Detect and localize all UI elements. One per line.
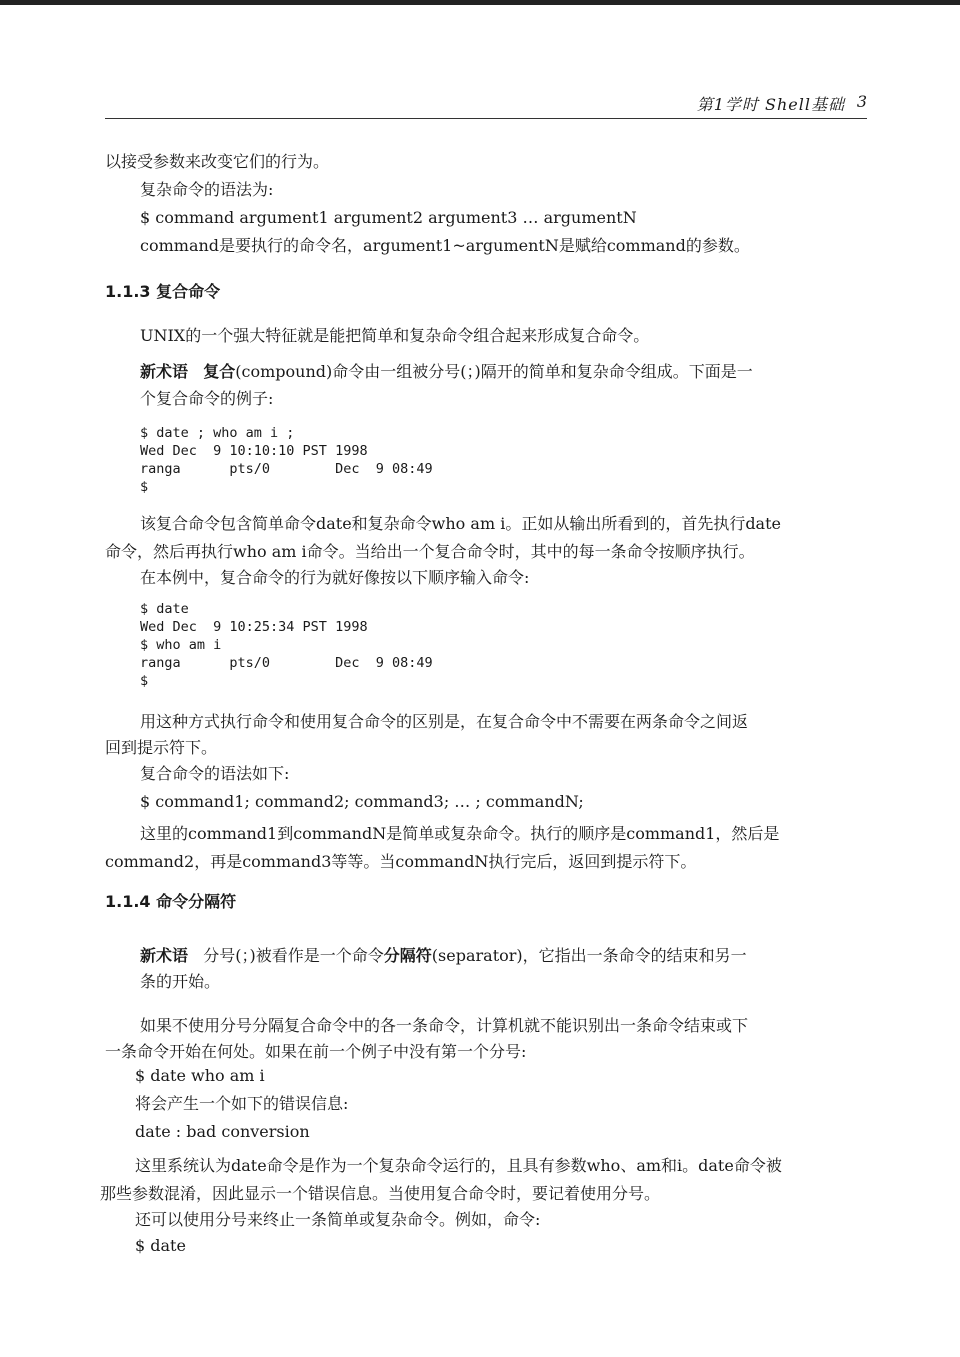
new-term-keyword: 分隔符	[383, 946, 432, 965]
code-line: ranga pts/0 Dec 9 08:49	[140, 655, 433, 671]
separator-term-line2: 条的开始。	[140, 972, 221, 991]
section-heading-1-1-4: 1.1.4 命令分隔符	[105, 892, 237, 911]
code-line: Wed Dec 9 10:10:10 PST 1998	[140, 443, 368, 459]
new-term-text-post: (separator)，它指出一条命令的结束和另一	[431, 946, 747, 965]
explanation-order: 在本例中，复合命令的行为就好像按以下顺序输入命令:	[140, 568, 530, 587]
running-header	[105, 92, 867, 119]
new-term-block	[140, 358, 753, 386]
example-command: $ date who am i	[135, 1066, 265, 1085]
syntax-line: $ command argument1 argument2 argument3 … argumentN	[140, 208, 637, 227]
new-term-text: (compound)命令由一组被分号(；)隔开的简单和复杂命令组成。下面是一	[235, 362, 753, 381]
explanation-line2: 命令，然后再执行who am i命令。当给出一个复合命令时，其中的每一条命令按顺序执行。	[105, 542, 755, 561]
terminate-intro: 还可以使用分号来终止一条简单或复杂命令。例如，命令:	[135, 1210, 541, 1229]
section-heading-1-1-3: 1.1.3 复合命令	[105, 282, 221, 301]
order-line1: 这里的command1到commandN是简单或复杂命令。执行的顺序是command1，然后是	[140, 824, 780, 843]
section-intro: UNIX的一个强大特征就是能把简单和复杂命令组合起来形成复合命令。	[140, 326, 650, 345]
error-message: date : bad conversion	[135, 1122, 310, 1141]
page-number: 3	[856, 92, 867, 111]
code-line: $ date ; who am i ;	[140, 425, 295, 441]
separator-term-block	[140, 942, 747, 970]
compound-syntax-line: $ command1; command2; command3; … ; commandN;	[140, 792, 584, 811]
difference-line2: 回到提示符下。	[105, 738, 218, 757]
system-explain-line1: 这里系统认为date命令是作为一个复杂命令运行的，且具有参数who、am和i。date命令被	[135, 1156, 782, 1175]
example-command-date: $ date	[135, 1236, 186, 1255]
code-line: Wed Dec 9 10:25:34 PST 1998	[140, 619, 368, 635]
explanation-line1: 该复合命令包含简单命令date和复杂命令who am i。正如从输出所看到的，首先执行date	[140, 514, 781, 533]
code-line: $ date	[140, 601, 189, 617]
separator-explain-line1: 如果不使用分号分隔复合命令中的各一条命令，计算机就不能识别出一条命令结束或下	[140, 1016, 749, 1035]
new-term-label: 新术语	[140, 362, 189, 381]
syntax-intro: 复杂命令的语法为:	[140, 180, 274, 199]
paragraph-continuation: 以接受参数来改变它们的行为。	[105, 152, 330, 171]
code-example-1	[140, 424, 433, 496]
code-line: $ who am i	[140, 637, 222, 653]
difference-line1: 用这种方式执行命令和使用复合命令的区别是，在复合命令中不需要在两条命令之间返	[140, 712, 749, 731]
code-line: ranga pts/0 Dec 9 08:49	[140, 461, 433, 477]
separator-explain-line2: 一条命令开始在何处。如果在前一个例子中没有第一个分号:	[105, 1042, 527, 1061]
code-line: $	[140, 479, 149, 495]
system-explain-line2: 那些参数混淆，因此显示一个错误信息。当使用复合命令时，要记着使用分号。	[100, 1184, 661, 1203]
new-term-text-line2: 个复合命令的例子:	[140, 389, 274, 408]
new-term-text-pre: 分号(；)被看作是一个命令	[203, 946, 384, 965]
code-example-2	[140, 600, 433, 690]
new-term-label: 新术语	[140, 946, 189, 965]
error-intro: 将会产生一个如下的错误信息:	[135, 1094, 349, 1113]
header-title: 第1学时 Shell基础	[696, 95, 845, 114]
new-term-keyword: 复合	[203, 362, 236, 381]
compound-syntax-intro: 复合命令的语法如下:	[140, 764, 290, 783]
syntax-explanation: command是要执行的命令名，argument1~argumentN是赋给command的参数。	[140, 236, 750, 255]
order-line2: command2，再是command3等等。当commandN执行完后，返回到提示符下。	[105, 852, 697, 871]
top-border-rule	[0, 0, 960, 5]
code-line: $	[140, 673, 149, 689]
